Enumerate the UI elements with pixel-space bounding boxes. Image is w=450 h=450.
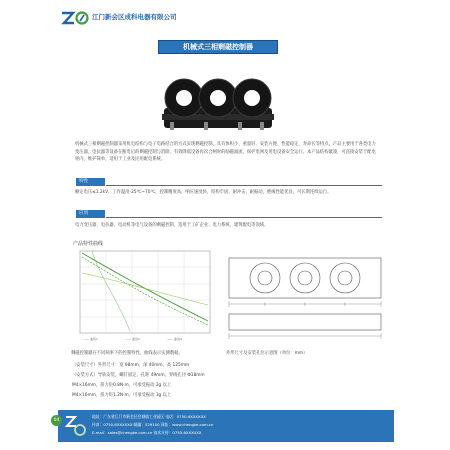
drawing-caption: 外形尺寸及安装孔位示意图（单位：mm）	[226, 351, 308, 356]
graph-legend-2: —— 曲线2	[125, 337, 140, 341]
graph-title: 产品特性曲线	[73, 241, 104, 247]
dimension-drawing	[225, 252, 385, 342]
footer-contact: 传真：0750-6XXXXXX 邮编：529100 网址：www.chengke.com.cn	[92, 422, 214, 427]
page-title: 机械式三相剩磁控制器	[158, 40, 278, 54]
graph-legend-1: —— 曲线1	[83, 337, 98, 341]
section-divider	[106, 185, 382, 186]
product-photo	[160, 64, 276, 134]
section-text-features: 额定电压≤1.2kV，工作温度-25℃~70℃，控制精度高，响应速度快，结构牢固，耐冲击、耐振动，绝缘性能优良，可长期连续运行。	[75, 190, 332, 195]
spec-line: M4×16mm，扭力矩1.2N·m，可承受振动 3g 以上	[72, 393, 172, 398]
footer-address: 地址：广东省江门市新会区会城镇工业园区 电话：0750-6XXXXXX	[92, 414, 206, 419]
section-label-features: 特性	[76, 178, 105, 186]
company-logo-icon	[60, 10, 90, 26]
footer-logo-icon	[64, 413, 88, 438]
spec-line: （安装尺寸）外形尺寸：宽 98mm，深 40mm，高 125mm	[72, 363, 190, 368]
page-number: 04	[51, 415, 62, 426]
footer-email: E-mail：sales@chengke.com.cn 技术支持：0750-6XXXXXX	[92, 430, 202, 435]
intro-paragraph: 机械式三相剩磁控制器采用机电结构与电子电路结合的方式实现剩磁控制，具有体积小、重量轻、安装方便、性能稳定、寿命长等特点。产品主要用于各类电力变压器、电抗器等设备在断电后的剩磁控制与消除，有效降低设备再次合闸时的励磁涌流，保护电网及用电设备安全运行。本产品结构紧凑，可直接安装于配电柜内，维护简单，适用于工业及民用配电系统。	[75, 142, 376, 163]
graph-caption: 剩磁控制器在不同频率下的控制特性，曲线表示实测数据。	[71, 351, 183, 356]
graph-legend-3: —— 曲线3	[167, 337, 182, 341]
section-text-applications: 电力变压器、电抗器、电动机等电气设备的剩磁控制，适用于工矿企业、电力系统、建筑配电等领域。	[75, 223, 269, 228]
company-name: 江门新会区成科电器有限公司	[92, 13, 177, 21]
section-divider	[106, 217, 382, 218]
spec-line: （安装方式）导轨安装，螺钉固定，孔距 49mm，穿线孔径 Φ18mm	[72, 373, 205, 378]
characteristic-graph	[70, 247, 215, 347]
spec-line: M4×16mm，扭力矩0.8N·m，可承受振动 2g 以上	[72, 383, 172, 388]
page-header	[0, 0, 450, 30]
section-label-applications: 应用	[76, 210, 105, 218]
